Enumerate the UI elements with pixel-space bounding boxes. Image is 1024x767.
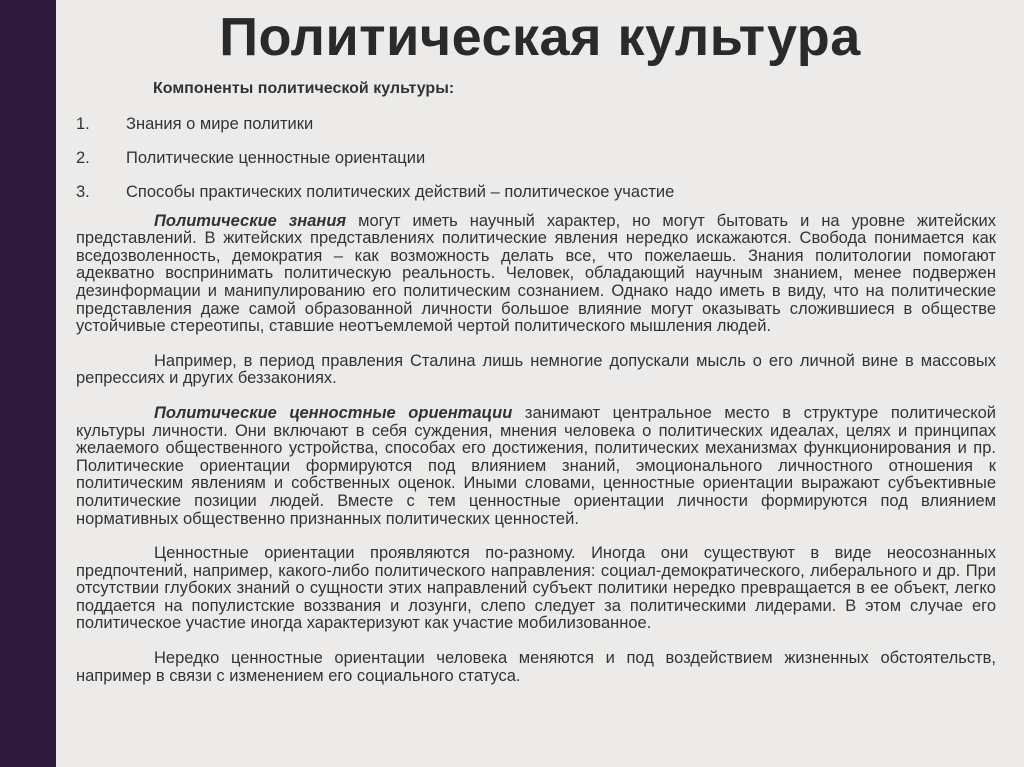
slide-content [76,80,996,702]
paragraph-text: занимают центральное место в структуре политической культуры личности. Они включают в себя суждения, мнения человека о политических идеалах, целях и принципах желаемого общественного устройства, способах его достижения, политических механизмах функционирования и пр. Политические ориентации формируются под влиянием знаний, эмоционального личностного отношения к политическим явлениям и собственных оценок. Иными словами, ценностные ориентации выражают субъективные политические позиции людей. Вместе с тем ценностные ориентации личности формируются под влиянием нормативных общественно признанных политических ценностей. [76,403,997,528]
paragraph-lead-term: Политические ценностные ориентации [154,403,513,422]
left-accent-bar [0,0,56,767]
slide [56,0,1024,767]
list-item [76,184,996,201]
paragraph-text: могут иметь научный характер, но могут бытовать и на уровне житейских представлений. В житейских представлениях политические явления нередко искажаются. Свобода понимается как вседозволенность, демократия – как возможность делать все, что пожелаешь. Знания политологии помогают адекватно воспринимать политическую реальность. Человек, обладающий научным знанием, менее подвержен дезинформации и манипулированию его политическим сознанием. Однако надо иметь в виду, что на политические представления даже самой образованной личности большое влияние могут оказывать сложившиеся в обществе устойчивые стереотипы, ставшие неотъемлемой чертой политического мышления людей. [76,211,996,336]
paragraph-political-knowledge [76,213,996,336]
paragraph-lead-term: Политические знания [154,211,347,230]
paragraph-orientation-change [76,650,996,685]
paragraph-orientation-forms [76,545,996,633]
list-item-number: 3. [76,182,90,201]
paragraph-value-orientations [76,405,996,528]
list-item-text: Политические ценностные ориентации [126,148,426,167]
list-item [76,116,996,133]
slide-title: Политическая культура [219,7,861,67]
list-item-text: Знания о мире политики [126,114,314,133]
paragraph-text: Нередко ценностные ориентации человека меняются и под воздействием жизненных обстоятельств, например в связи с изменением его социального статуса. [76,649,996,685]
paragraph-text: Например, в период правления Сталина лишь немногие допускали мысль о его личной вине в массовых репрессиях и других беззакониях. [76,351,996,388]
paragraph-text: Ценностные ориентации проявляются по-разному. Иногда они существуют в виде неосознанных предпочтений, например, какого-либо политического направления: социал-демократического, либерального и др. При отсутствии глубоких знаний о сущности этих направлений субъект политики нередко превращается в ее объект, легко поддается на популистские воззвания и лозунги, слепо следует за политическими лидерами. В этом случае его политическое участие иногда характеризуют как участие мобилизованное. [76,544,996,633]
list-item-number: 2. [76,148,90,167]
list-item-text: Способы практических политических действий – политическое участие [126,182,675,201]
list-item [76,150,996,167]
list-item-number: 1. [76,114,90,133]
components-heading: Компоненты политической культуры: [153,80,455,97]
paragraph-example [76,353,996,388]
